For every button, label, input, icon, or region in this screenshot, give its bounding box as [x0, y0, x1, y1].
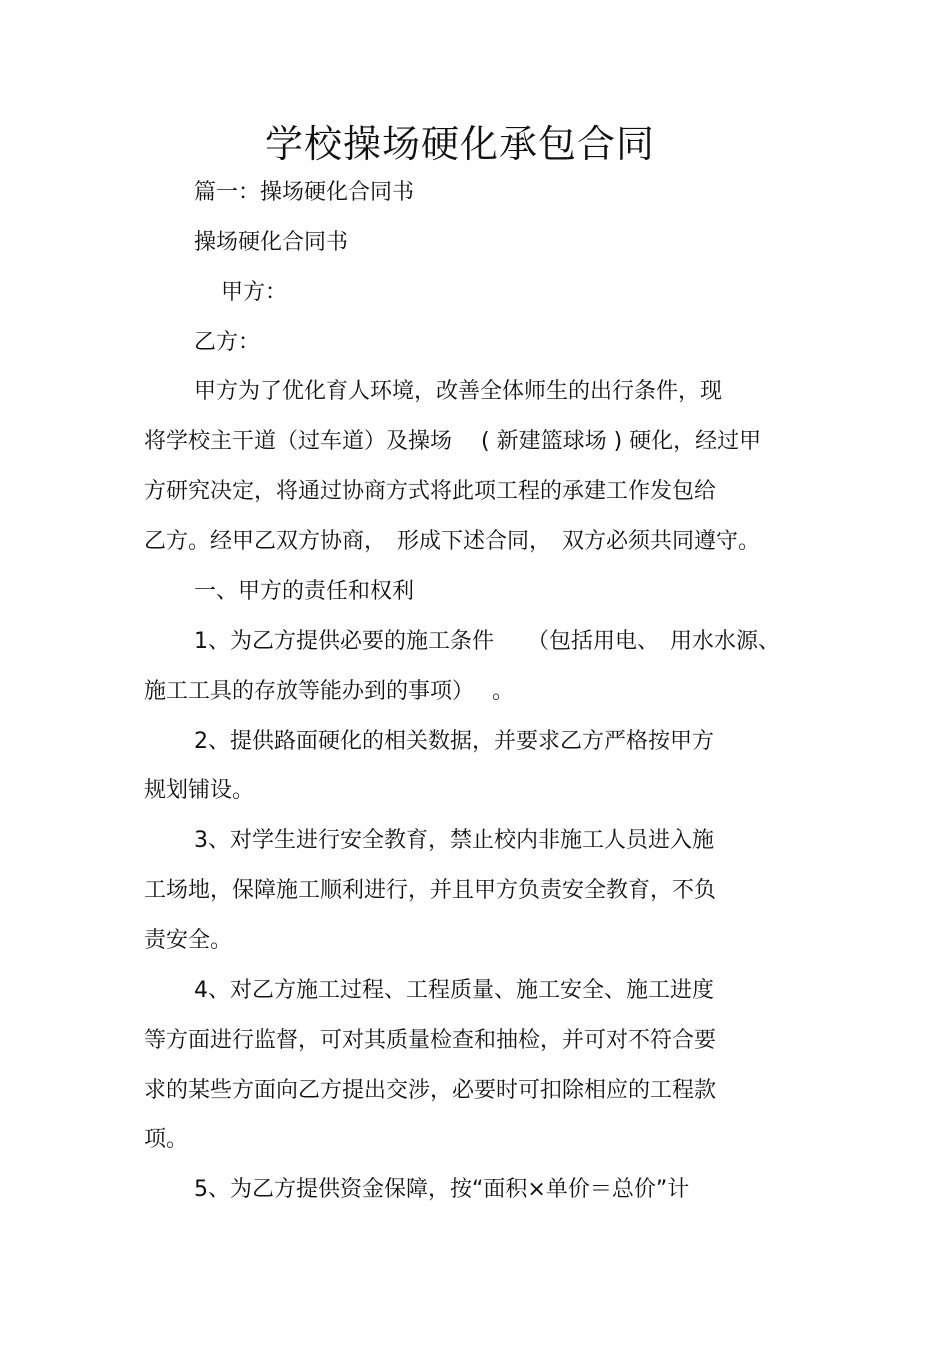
text-line: 5、为乙方提供资金保障，按“面积×单价＝总价”计: [194, 1177, 690, 1202]
text-line: 2、提供路面硬化的相关数据，并要求乙方严格按甲方: [194, 729, 714, 754]
text-line: 1、为乙方提供必要的施工条件 （包括用电、 用水水源、: [194, 629, 780, 654]
text-line: 工场地，保障施工顺利进行，并且甲方负责安全教育，不负: [144, 878, 717, 903]
text-line: 等方面进行监督，可对其质量检查和抽检，并可对不符合要: [144, 1028, 717, 1053]
document-title: 学校操场硬化承包合同: [264, 122, 655, 166]
text-line: 将学校主干道（过车道）及操场 ( 新建篮球场 ) 硬化，经过甲: [144, 429, 762, 454]
text-line: 3、对学生进行安全教育，禁止校内非施工人员进入施: [194, 828, 714, 853]
text-line: 施工工具的存放等能办到的事项） 。: [144, 679, 514, 704]
text-line: 项。: [144, 1127, 189, 1152]
text-line: 甲方为了优化育人环境，改善全体师生的出行条件，现: [194, 379, 723, 404]
text-line: 篇一：操场硬化合同书: [194, 180, 415, 205]
text-line: 甲方：: [221, 280, 288, 305]
text-line: 方研究决定，将通过协商方式将此项工程的承建工作发包给: [144, 479, 717, 504]
text-line: 乙方：: [194, 330, 261, 355]
text-line: 规划铺设。: [144, 778, 255, 803]
text-line: 一、甲方的责任和权利: [194, 579, 415, 604]
text-line: 4、对乙方施工过程、工程质量、施工安全、施工进度: [194, 978, 714, 1003]
text-line: 责安全。: [144, 928, 233, 953]
text-line: 操场硬化合同书: [194, 230, 349, 255]
text-line: 求的某些方面向乙方提出交涉，必要时可扣除相应的工程款: [144, 1078, 717, 1103]
text-line: 乙方。经甲乙双方协商， 形成下述合同， 双方必须共同遵守。: [144, 529, 761, 554]
